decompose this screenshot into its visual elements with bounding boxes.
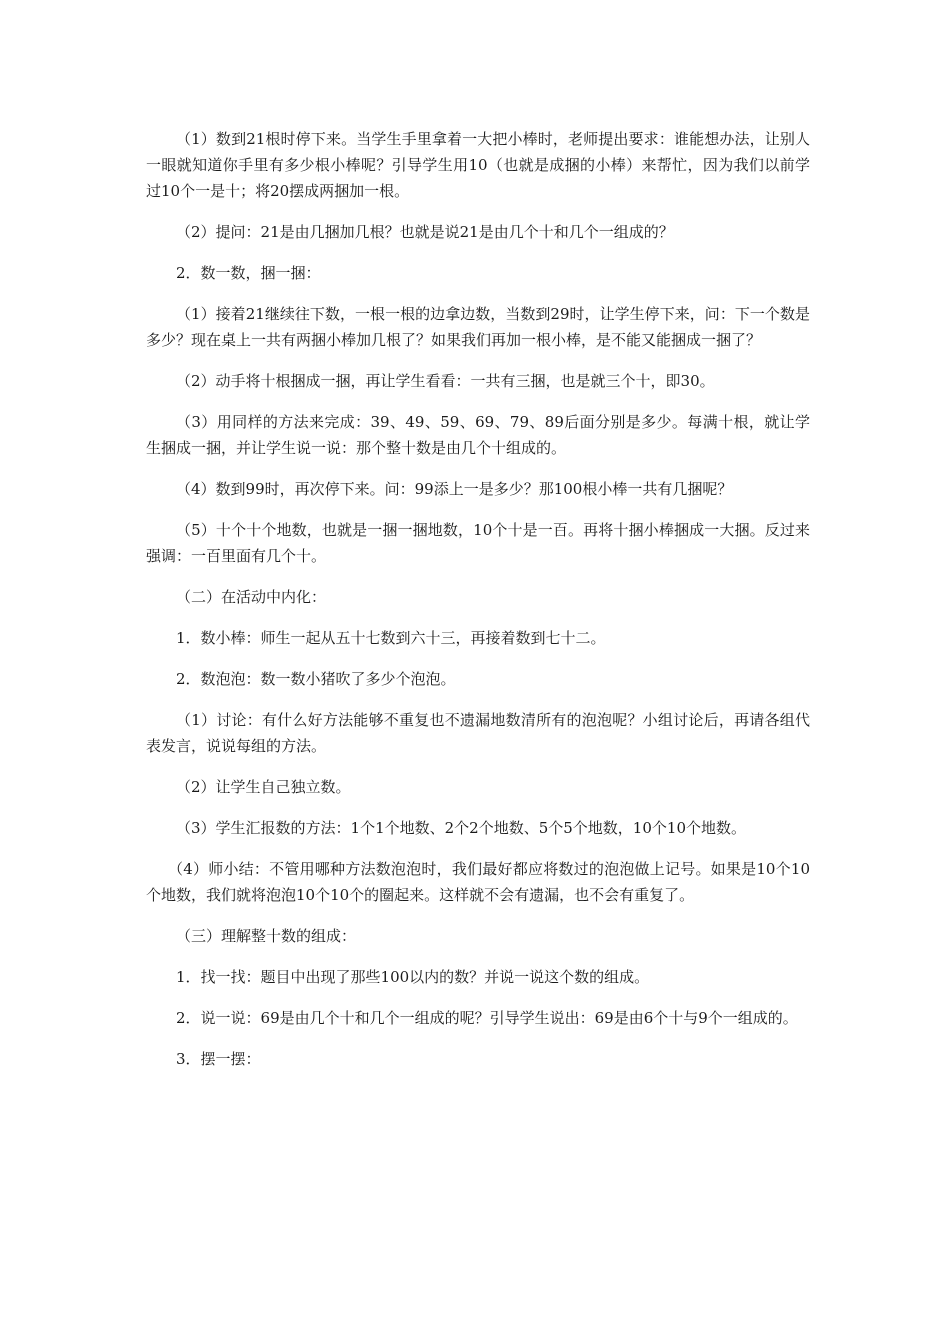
paragraph-15: （4）师小结：不管用哪种方法数泡泡时，我们最好都应将数过的泡泡做上记号。如果是10个10个地数，我们就将泡泡10个10个的圈起来。这样就不会有遗漏，也不会有重复了。 xyxy=(146,860,810,904)
paragraph-9: （二）在活动中内化： xyxy=(176,588,327,606)
paragraph-19: 3．摆一摆： xyxy=(176,1050,261,1068)
paragraph-16: （三）理解整十数的组成： xyxy=(176,927,357,945)
paragraph-2: （2）提问：21是由几捆加几根？也就是说21是由几个十和几个一组成的？ xyxy=(176,223,674,241)
paragraph-5: （2）动手将十根捆成一捆，再让学生看看：一共有三捆，也是就三个十，即30。 xyxy=(176,372,715,390)
paragraph-8: （5）十个十个地数，也就是一捆一捆地数，10个十是一百。再将十捆小棒捆成一大捆。反过来强调：一百里面有几个十。 xyxy=(146,521,810,565)
paragraph-11: 2．数泡泡：数一数小猪吹了多少个泡泡。 xyxy=(176,670,456,688)
paragraph-1: （1）数到21根时停下来。当学生手里拿着一大把小棒时，老师提出要求：谁能想办法，让别人一眼就知道你手里有多少根小棒呢？引导学生用10（也就是成捆的小棒）来帮忙，因为我们以前学过10个一是十；将20摆成两捆加一根。 xyxy=(146,130,810,200)
paragraph-12: （1）讨论：有什么好方法能够不重复也不遗漏地数清所有的泡泡呢？小组讨论后，再请各组代表发言，说说每组的方法。 xyxy=(146,711,810,755)
paragraph-6: （3）用同样的方法来完成：39、49、59、69、79、89后面分别是多少。每满十根，就让学生捆成一捆，并让学生说一说：那个整十数是由几个十组成的。 xyxy=(146,413,810,457)
paragraph-3: 2．数一数，捆一捆： xyxy=(176,264,321,282)
paragraph-10: 1．数小棒：师生一起从五十七数到六十三，再接着数到七十二。 xyxy=(176,629,606,647)
document-body xyxy=(146,126,810,1087)
paragraph-17: 1．找一找：题目中出现了那些100以内的数？并说一说这个数的组成。 xyxy=(176,968,650,986)
paragraph-13: （2）让学生自己独立数。 xyxy=(176,778,351,796)
paragraph-7: （4）数到99时，再次停下来。问：99添上一是多少？那100根小棒一共有几捆呢？ xyxy=(176,480,733,498)
paragraph-4: （1）接着21继续往下数，一根一根的边拿边数，当数到29时，让学生停下来，问：下一个数是多少？现在桌上一共有两捆小棒加几根了？如果我们再加一根小棒，是不能又能捆成一捆了？ xyxy=(146,305,810,349)
paragraph-18: 2．说一说：69是由几个十和几个一组成的呢？引导学生说出：69是由6个十与9个一组成的。 xyxy=(176,1009,798,1027)
paragraph-14: （3）学生汇报数的方法：1个1个地数、2个2个地数、5个5个地数，10个10个地数。 xyxy=(176,819,746,837)
